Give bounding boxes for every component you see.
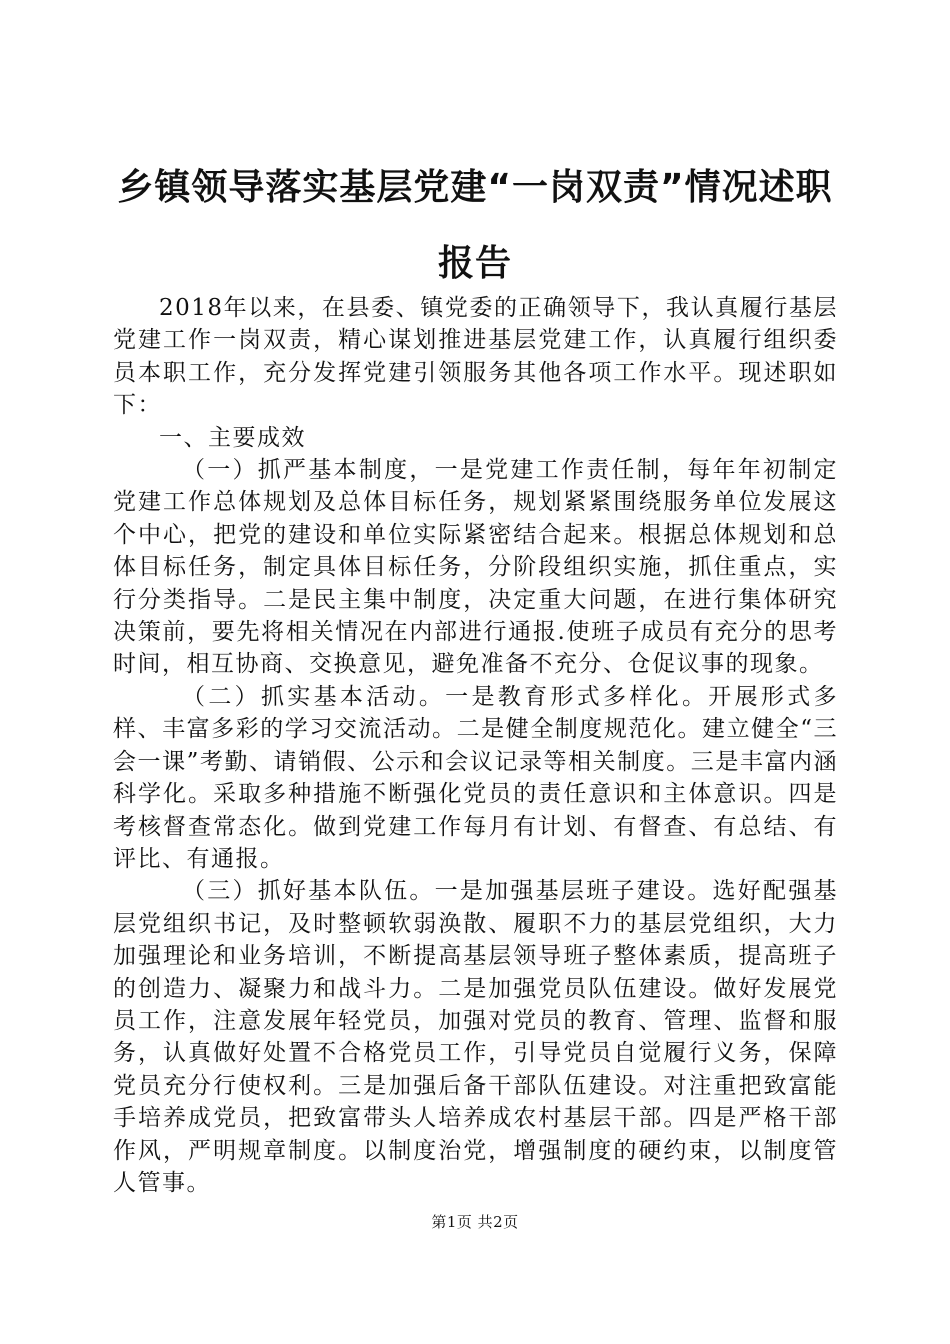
section-heading: 一、主要成效 [159, 424, 306, 451]
page-number-footer: 第1页 共2页 [431, 1213, 519, 1231]
document-title [100, 150, 850, 302]
title-line-2: 报告 [437, 243, 512, 284]
item-paragraph-2: （二）抓实基本活动。一是教育形式多样化。开展形式多样、丰富多彩的学习交流活动。二是健全制度规范化。建立健全“三会一课”考勤、请销假、公示和会议记录等相关制度。三是丰富内涵科学化。采取多种措施不断强化党员的责任意识和主体意识。四是考核督查常态化。做到党建工作每月有计划、有督查、有总结、有评比、有通报。 [113, 683, 838, 872]
item-paragraph-1: （一）抓严基本制度，一是党建工作责任制，每年年初制定党建工作总体规划及总体目标任务，规划紧紧围绕服务单位发展这个中心，把党的建设和单位实际紧密结合起来。根据总体规划和总体目标任务，制定具体目标任务，分阶段组织实施，抓住重点，实行分类指导。二是民主集中制度，决定重大问题，在进行集体研究决策前，要先将相关情况在内部进行通报.使班子成员有充分的思考时间，相互协商、交换意见，避免准备不充分、仓促议事的现象。 [113, 457, 838, 678]
title-line-1: 乡镇领导落实基层党建“一岗双责”情况述职 [117, 167, 833, 208]
document-body [113, 292, 838, 1199]
intro-paragraph: 2018年以来，在县委、镇党委的正确领导下，我认真履行基层党建工作一岗双责，精心谋划推进基层党建工作，认真履行组织委员本职工作，充分发挥党建引领服务其他各项工作水平。现述职如下： [113, 295, 838, 419]
item-paragraph-3: （三）抓好基本队伍。一是加强基层班子建设。选好配强基层党组织书记，及时整顿软弱涣散、履职不力的基层党组织，大力加强理论和业务培训，不断提高基层领导班子整体素质，提高班子的创造力、凝聚力和战斗力。二是加强党员队伍建设。做好发展党员工作，注意发展年轻党员，加强对党员的教育、管理、监督和服务，认真做好处置不合格党员工作，引导党员自觉履行义务，保障党员充分行使权利。三是加强后备干部队伍建设。对注重把致富能手培养成党员，把致富带头人培养成农村基层干部。四是严格干部作风，严明规章制度。以制度治党，增强制度的硬约束，以制度管人管事。 [113, 878, 838, 1196]
